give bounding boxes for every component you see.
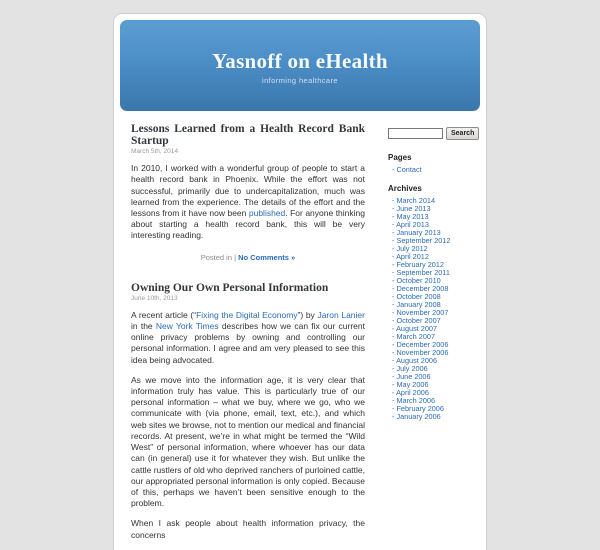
archive-link[interactable]: April 2012 bbox=[396, 252, 429, 261]
page bbox=[113, 13, 487, 550]
posts-column bbox=[131, 123, 365, 550]
archive-link[interactable]: July 2006 bbox=[396, 364, 428, 373]
post-date: June 10th, 2013 bbox=[131, 294, 178, 302]
archive-link[interactable]: April 2013 bbox=[396, 220, 429, 229]
archive-link[interactable]: October 2007 bbox=[396, 316, 441, 325]
archive-link[interactable]: August 2006 bbox=[396, 356, 438, 365]
archive-link[interactable]: April 2006 bbox=[396, 388, 429, 397]
archive-link[interactable]: January 2006 bbox=[396, 412, 441, 421]
list-item bbox=[392, 166, 480, 174]
archive-link[interactable]: June 2006 bbox=[396, 372, 431, 381]
sidebar bbox=[388, 123, 480, 421]
archive-link[interactable]: May 2006 bbox=[396, 380, 429, 389]
archive-link[interactable]: February 2012 bbox=[396, 260, 444, 269]
archive-link[interactable]: May 2013 bbox=[396, 212, 429, 221]
list-item bbox=[392, 413, 480, 421]
archive-link[interactable]: December 2006 bbox=[396, 340, 449, 349]
archive-link[interactable]: March 2014 bbox=[396, 196, 436, 205]
archive-link[interactable]: September 2011 bbox=[396, 268, 450, 277]
archive-link[interactable]: June 2013 bbox=[396, 204, 431, 213]
archive-link[interactable]: February 2006 bbox=[396, 404, 444, 413]
archive-link[interactable]: October 2010 bbox=[396, 276, 441, 285]
sidebar-list-archives bbox=[388, 197, 480, 421]
archive-link[interactable]: November 2006 bbox=[396, 348, 449, 357]
site-header bbox=[120, 20, 480, 111]
archive-link[interactable]: July 2012 bbox=[396, 244, 428, 253]
post bbox=[131, 123, 365, 262]
post-title[interactable]: Owning Our Own Personal Information bbox=[131, 281, 329, 294]
post-paragraph: As we move into the information age, it is very clear that information truly has value. This is particularly true of our personal information – what we buy, where we go, who we communicate with (via phone, email, text, etc.), and which web sites we browse, not to mention our medical and financial records. At present, we’re in what might be termed the “Wild West” of personal information, where whoever has our data can (in general) use it for whatever they wish. But unlike the cattle rustlers of old who deprived ranchers of purloined cattle, our appropriated personal information is only copied. Because of this, perhaps we haven’t been sensitive enough to the problem. bbox=[131, 374, 365, 509]
sidebar-list-pages bbox=[388, 166, 480, 174]
sidebar-heading-archives: Archives bbox=[388, 184, 422, 193]
post-meta bbox=[131, 253, 365, 262]
comments-link[interactable]: No Comments » bbox=[238, 252, 296, 262]
content-area bbox=[114, 111, 486, 550]
archive-link[interactable]: October 2008 bbox=[396, 292, 441, 301]
archive-link[interactable]: March 2006 bbox=[396, 396, 436, 405]
post-paragraph: A recent article (“Fixing the Digital Economy”) by Jaron Lanier in the New York Times describes how we can fix our current online privacy problems by owning and controlling our personal information. I agree and am very pleased to see this idea being advocated. bbox=[131, 309, 366, 365]
search-input[interactable] bbox=[388, 128, 443, 139]
archive-link[interactable]: September 2012 bbox=[396, 236, 451, 245]
post-paragraph: In 2010, I worked with a wonderful group of people to start a health record bank in Phoenix. While the effort was not successful, primarily due to undercapitalization, much was learned from the experience. The details of the effort and the lessons from it have now been published. For anyone thinking about starting a health record bank, this will be very interesting reading. bbox=[131, 163, 365, 241]
post-date: March 5th, 2014 bbox=[131, 148, 178, 156]
search-button[interactable]: Search bbox=[446, 127, 479, 140]
archive-link[interactable]: January 2013 bbox=[396, 228, 441, 237]
post-title[interactable]: Lessons Learned from a Health Record Bank Startup bbox=[131, 123, 365, 148]
page-link[interactable]: Contact bbox=[396, 165, 422, 174]
inline-link[interactable]: Fixing the Digital Economy bbox=[196, 309, 298, 320]
inline-link[interactable]: published bbox=[248, 208, 286, 218]
sidebar-sections bbox=[388, 153, 480, 421]
archive-link[interactable]: March 2007 bbox=[396, 332, 436, 341]
post-paragraph: When I ask people about health information privacy, the concerns bbox=[131, 518, 365, 540]
archive-link[interactable]: November 2007 bbox=[396, 308, 449, 317]
post bbox=[131, 282, 365, 541]
inline-link[interactable]: Jaron Lanier bbox=[317, 309, 365, 320]
site-tagline: informing healthcare bbox=[262, 76, 338, 85]
posted-in-label: Posted in | bbox=[200, 252, 239, 262]
archive-link[interactable]: December 2008 bbox=[396, 284, 449, 293]
archive-link[interactable]: August 2007 bbox=[396, 324, 438, 333]
inline-link[interactable]: New York Times bbox=[155, 320, 219, 331]
archive-link[interactable]: January 2008 bbox=[396, 300, 441, 309]
site-title[interactable]: Yasnoff on eHealth bbox=[212, 49, 388, 73]
search-form bbox=[388, 127, 480, 140]
sidebar-heading-pages: Pages bbox=[388, 153, 412, 162]
